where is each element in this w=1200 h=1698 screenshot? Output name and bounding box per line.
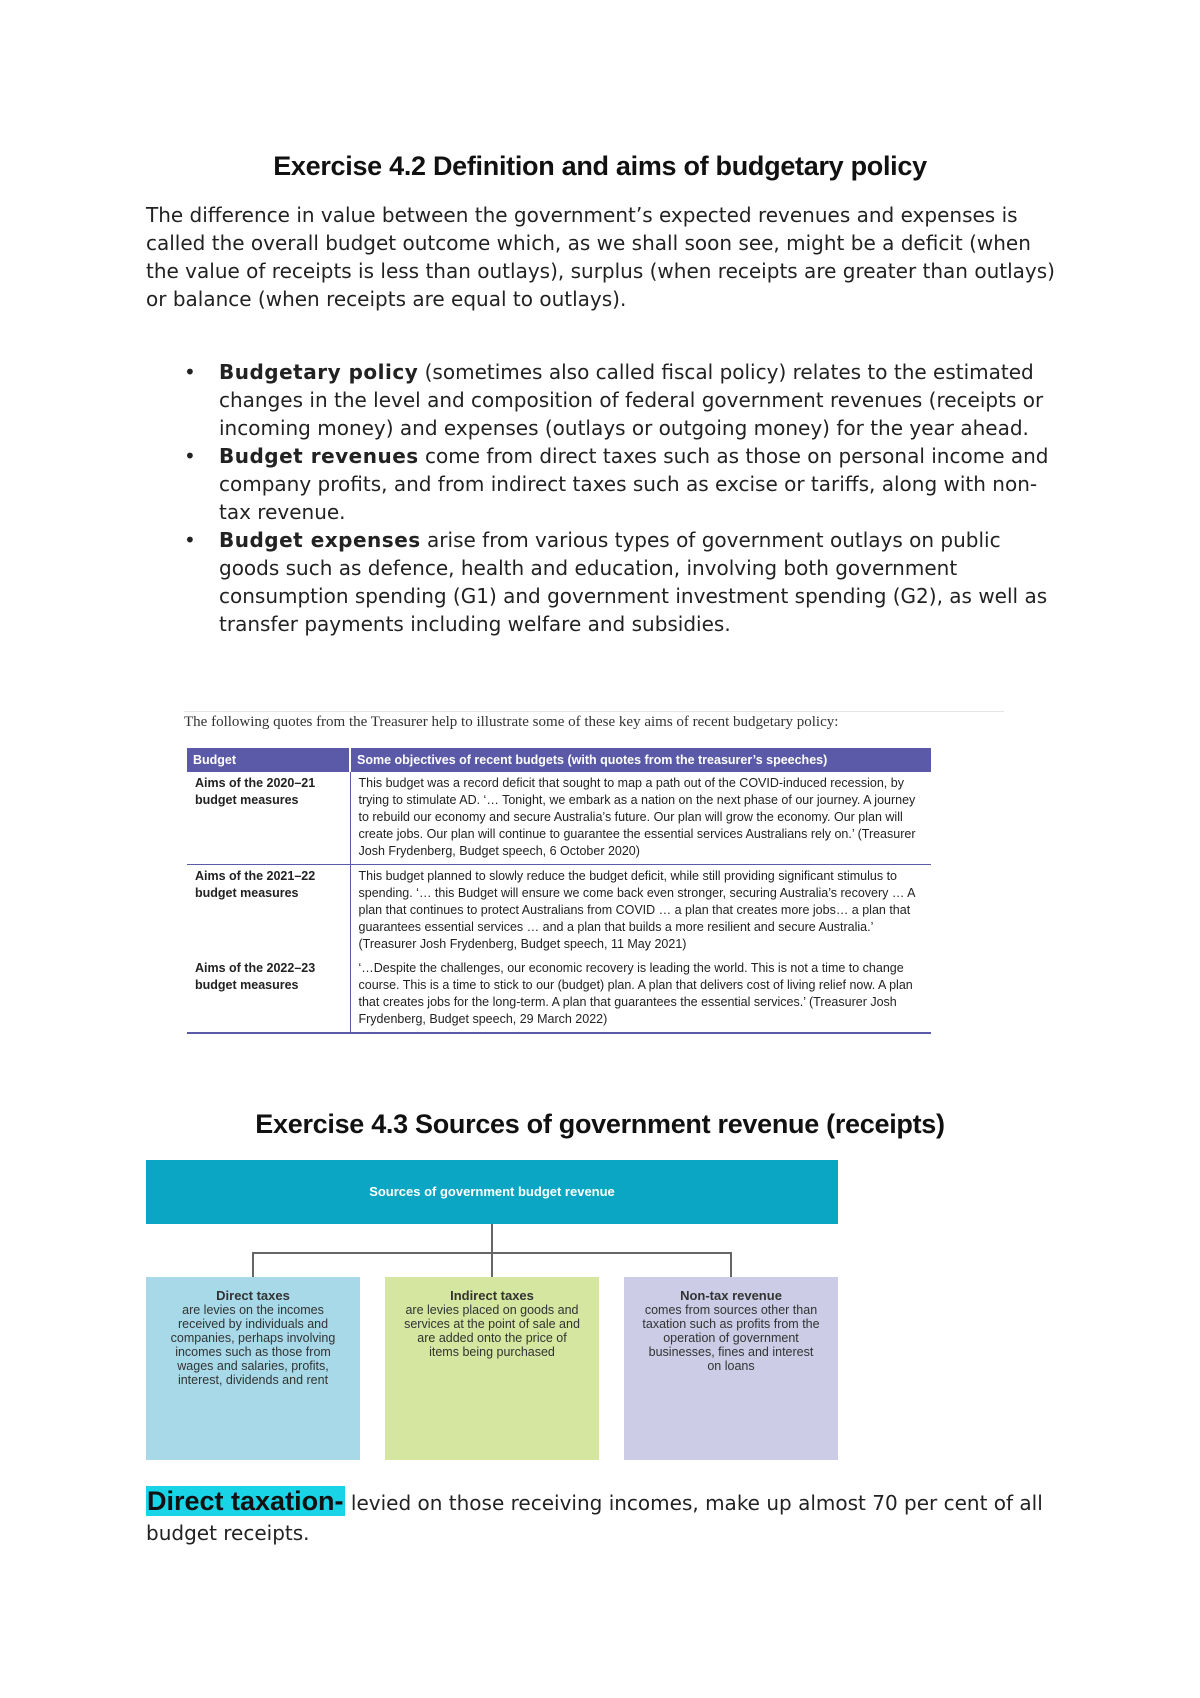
table-row — [187, 865, 931, 958]
list-item — [146, 442, 1066, 526]
direct-taxes-title: Direct taxes — [216, 1288, 290, 1303]
header-budget: Budget — [187, 748, 350, 772]
indirect-taxes-box — [385, 1277, 599, 1460]
direct-taxation-highlight: Direct taxation- — [147, 1486, 344, 1516]
objective-cell: This budget was a record deficit that sought to map a path out of the COVID-induced recession, by trying to stimulate AD. ‘… Tonight, we embark as a nation on the next phase of our journey. A journey to rebuild our economy and secure Australia’s future. Our plan will grow the economy. Our plan will create jobs. Our plan will continue to guarantee the essential services Australians rely on.’ (Treasurer Josh Frydenberg, Budget speech, 6 October 2020) — [350, 772, 931, 865]
indirect-taxes-desc: are levies placed on goods and services at the point of sale and are added onto the price of items being purchased — [404, 1303, 580, 1359]
term-budget-revenues: Budget revenues — [219, 444, 419, 468]
connector-left — [252, 1252, 254, 1277]
diagram-root-box: Sources of government budget revenue — [146, 1160, 838, 1224]
non-tax-revenue-title: Non-tax revenue — [680, 1288, 782, 1303]
connector-vertical-main — [491, 1224, 493, 1253]
intro-paragraph: The difference in value between the government’s expected revenues and expenses is called the overall budget outcome which, as we shall soon see, might be a deficit (when the value of receipts is less than outlays), surplus (when receipts are greater than outlays) or balance (when receipts are equal to outlays). — [146, 203, 1055, 311]
budget-quotes-table — [187, 748, 931, 1034]
definition-text: come from direct taxes such as those on personal income and company profits, and from indirect taxes such as excise or tariffs, along with non-tax revenue. — [219, 444, 1049, 524]
term-budget-expenses: Budget expenses — [219, 528, 421, 552]
definition-text: arise from various types of government outlays on public goods such as defence, health and education, involving both government consumption spending (G1) and government investment spending (G2), as well as transfer payments including welfare and subsidies. — [219, 528, 1048, 636]
non-tax-revenue-box — [624, 1277, 838, 1460]
table-header-row — [187, 748, 931, 772]
exercise-4-3-title: Exercise 4.3 Sources of government revenue (receipts) — [255, 1109, 945, 1139]
connector-right — [730, 1252, 732, 1277]
non-tax-revenue-desc: comes from sources other than taxation such as profits from the operation of government businesses, fines and interest on loans — [642, 1303, 820, 1373]
list-item — [146, 358, 1066, 442]
list-item — [146, 526, 1066, 638]
quote-table-intro: The following quotes from the Treasurer help to illustrate some of these key aims of recent budgetary policy: — [184, 711, 1004, 731]
exercise-4-2-title: Exercise 4.2 Definition and aims of budgetary policy — [273, 151, 927, 181]
connector-middle — [491, 1252, 493, 1277]
term-budgetary-policy: Budgetary policy — [219, 360, 419, 384]
budget-year-cell: Aims of the 2020–21 budget measures — [187, 772, 350, 865]
table-row — [187, 957, 931, 1033]
definition-text: (sometimes also called fiscal policy) relates to the estimated changes in the level and composition of federal government revenues (receipts or incoming money) and expenses (outlays or outgoing money) for the year ahead. — [219, 360, 1044, 440]
direct-taxation-text: levied on those receiving incomes, make up almost 70 per cent of all budget receipts. — [146, 1491, 1043, 1545]
indirect-taxes-title: Indirect taxes — [450, 1288, 534, 1303]
objective-cell: This budget planned to slowly reduce the budget deficit, while still providing significant stimulus to spending. ‘… this Budget will ensure we come back even stronger, securing Australia’s recovery … A plan that continues to protect Australians from COVID … a plan that creates more jobs… a plan that guarantees essential services … and a plan that builds a more resilient and secure Australia.’ (Treasurer Josh Frydenberg, Budget speech, 11 May 2021) — [358, 869, 915, 951]
direct-taxes-desc: are levies on the incomes received by individuals and companies, perhaps involving incomes such as those from wages and salaries, profits, interest, dividends and rent — [170, 1303, 336, 1387]
direct-taxation-paragraph — [146, 1486, 1086, 1548]
header-objectives: Some objectives of recent budgets (with quotes from the treasurer’s speeches) — [350, 748, 931, 772]
bullet-icon: • — [184, 528, 196, 552]
definitions-list — [146, 358, 1066, 638]
direct-taxes-box — [146, 1277, 360, 1460]
revenue-sources-diagram — [146, 1160, 838, 1460]
table-row — [187, 772, 931, 865]
bullet-icon: • — [184, 360, 196, 384]
bullet-icon: • — [184, 444, 196, 468]
objective-cell: ‘…Despite the challenges, our economic recovery is leading the world. This is not a time to change course. This is a time to stick to our (budget) plan. A plan that delivers cost of living relief now. A plan that creates jobs for the long-term. A plan that guarantees the essential services.’ (Treasurer Josh Frydenberg, Budget speech, 29 March 2022) — [350, 957, 931, 1033]
budget-year-cell: Aims of the 2022–23 budget measures — [187, 957, 350, 1033]
budget-year-cell: Aims of the 2021–22 budget measures — [187, 865, 350, 958]
